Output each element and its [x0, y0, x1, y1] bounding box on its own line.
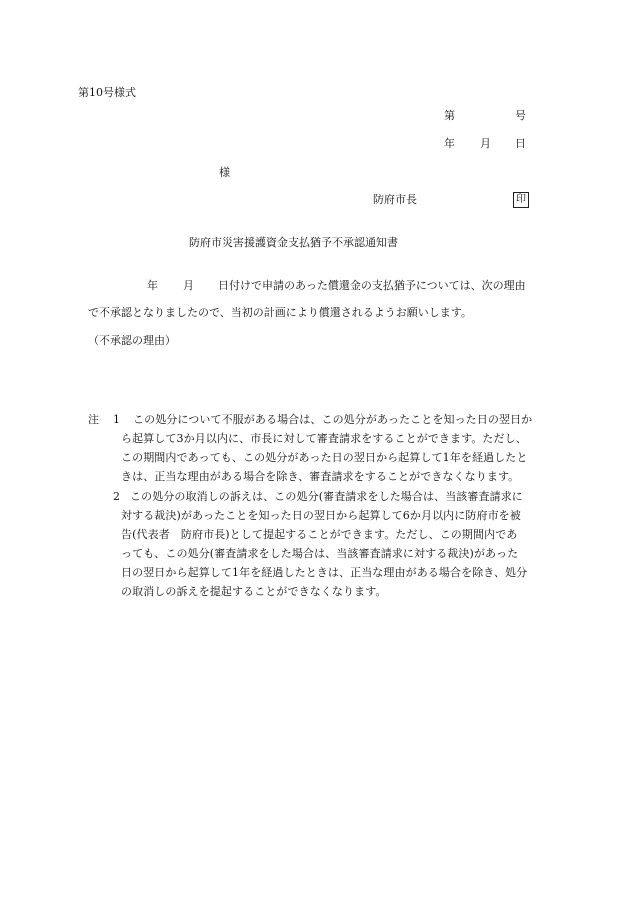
note-1-line: ら起算して3か月以内に、市長に対して審査請求をすることができます。ただし、 — [121, 432, 527, 445]
doc-number-prefix: 第 — [444, 109, 455, 122]
body-line-1: 日付けで申請のあった償還金の支払猶予については、次の理由 — [218, 279, 526, 292]
seal-mark: 印 — [513, 192, 529, 208]
addressee-suffix: 様 — [219, 166, 230, 179]
note-2-line: 日の翌日から起算して1年を経過したときは、正当な理由がある場合を除き、処分 — [121, 566, 528, 579]
document-title: 防府市災害援護資金支払猶予不承認通知書 — [189, 236, 398, 249]
body-line-2: で不承認となりましたので、当初の計画により償還されるようお願いします。 — [88, 306, 472, 319]
note-2-line: この処分の取消しの訴えは、この処分(審査請求をした場合は、当該審査請求に — [130, 490, 523, 503]
note-1-number: 1 — [113, 413, 120, 426]
date-month: 月 — [480, 137, 491, 150]
reason-label: （不承認の理由） — [88, 334, 176, 347]
body-date-year: 年 — [147, 279, 158, 292]
note-1-line: きは、正当な理由がある場合を除き、審査請求をすることができなくなります。 — [121, 470, 520, 483]
body-date-month: 月 — [183, 279, 194, 292]
notes-label: 注 — [88, 413, 99, 426]
note-2-line: の取消しの訴えを提起することができなくなります。 — [121, 585, 387, 598]
note-1-line: この処分について不服がある場合は、この処分があったことを知った日の翌日か — [133, 413, 533, 426]
note-2-line: 告(代表者 防府市長)として提起することができます。ただし、この期間内であ — [121, 528, 518, 541]
date-year: 年 — [444, 137, 455, 150]
note-1-line: この期間内であっても、この処分があった日の翌日から起算して1年を経過したと — [121, 451, 528, 464]
note-2-line: っても、この処分(審査請求をした場合は、当該審査請求に対する裁決)があった — [121, 547, 519, 560]
note-2-line: 対する裁決)があったことを知った日の翌日から起算して6か月以内に防府市を被 — [121, 509, 521, 522]
date-day: 日 — [515, 137, 526, 150]
doc-number-suffix: 号 — [515, 109, 526, 122]
form-number: 第10号様式 — [78, 86, 136, 99]
note-2-number: 2 — [113, 490, 120, 503]
issuer: 防府市長 — [373, 193, 417, 206]
